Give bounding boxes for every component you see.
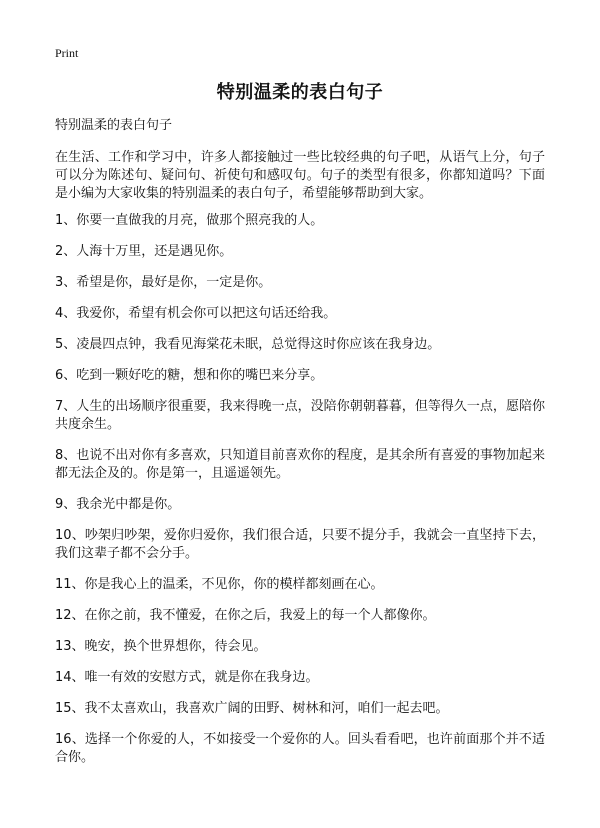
print-link[interactable]: Print bbox=[55, 46, 79, 60]
list-item: 11、你是我心上的温柔，不见你，你的模样都刻画在心。 bbox=[55, 577, 384, 592]
intro-paragraph: 在生活、工作和学习中，许多人都接触过一些比较经典的句子吧，从语气上分，句子可以分为陈述句、疑问句、祈使句和感叹句。句子的类型有很多，你都知道吗？下面是小编为大家收集的特别温柔的表白句子，希望能够帮助到大家。 bbox=[55, 150, 545, 201]
list-item: 7、人生的出场顺序很重要，我来得晚一点，没陪你朝朝暮暮，但等得久一点，愿陪你共度余生。 bbox=[55, 399, 545, 432]
list-item: 6、吃到一颗好吃的糖，想和你的嘴巴来分享。 bbox=[55, 368, 324, 383]
page-title: 特别温柔的表白句子 bbox=[216, 82, 384, 103]
list-item: 5、凌晨四点钟，我看见海棠花未眠，总觉得这时你应该在我身边。 bbox=[55, 337, 441, 352]
list-item: 3、希望是你，最好是你，一定是你。 bbox=[55, 275, 272, 290]
list-item: 13、晚安，换个世界想你，待会见。 bbox=[55, 639, 267, 654]
list-item: 15、我不太喜欢山，我喜欢广阔的田野、树林和河，咱们一起去吧。 bbox=[55, 701, 449, 716]
list-item: 12、在你之前，我不懂爱，在你之后，我爱上的每一个人都像你。 bbox=[55, 608, 436, 623]
list-item: 9、我余光中都是你。 bbox=[55, 497, 181, 512]
list-item: 16、选择一个你爱的人，不如接受一个爱你的人。回头看看吧，也许前面那个并不适合你。 bbox=[55, 732, 545, 765]
list-item: 4、我爱你，希望有机会你可以把这句话还给我。 bbox=[55, 306, 337, 321]
article-subtitle: 特别温柔的表白句子 bbox=[55, 118, 173, 133]
list-item: 1、你要一直做我的月亮，做那个照亮我的人。 bbox=[55, 213, 324, 228]
list-item: 14、唯一有效的安慰方式，就是你在我身边。 bbox=[55, 670, 319, 685]
sentence-list bbox=[55, 212, 545, 767]
list-item: 10、吵架归吵架，爱你归爱你，我们很合适，只要不提分手，我就会一直坚持下去，我们这辈子都不会分手。 bbox=[55, 528, 545, 561]
list-item: 2、人海十万里，还是遇见你。 bbox=[55, 244, 233, 259]
list-item: 8、也说不出对你有多喜欢，只知道目前喜欢你的程度，是其余所有喜爱的事物加起来都无法企及的。你是第一，且遥遥领先。 bbox=[55, 448, 545, 481]
